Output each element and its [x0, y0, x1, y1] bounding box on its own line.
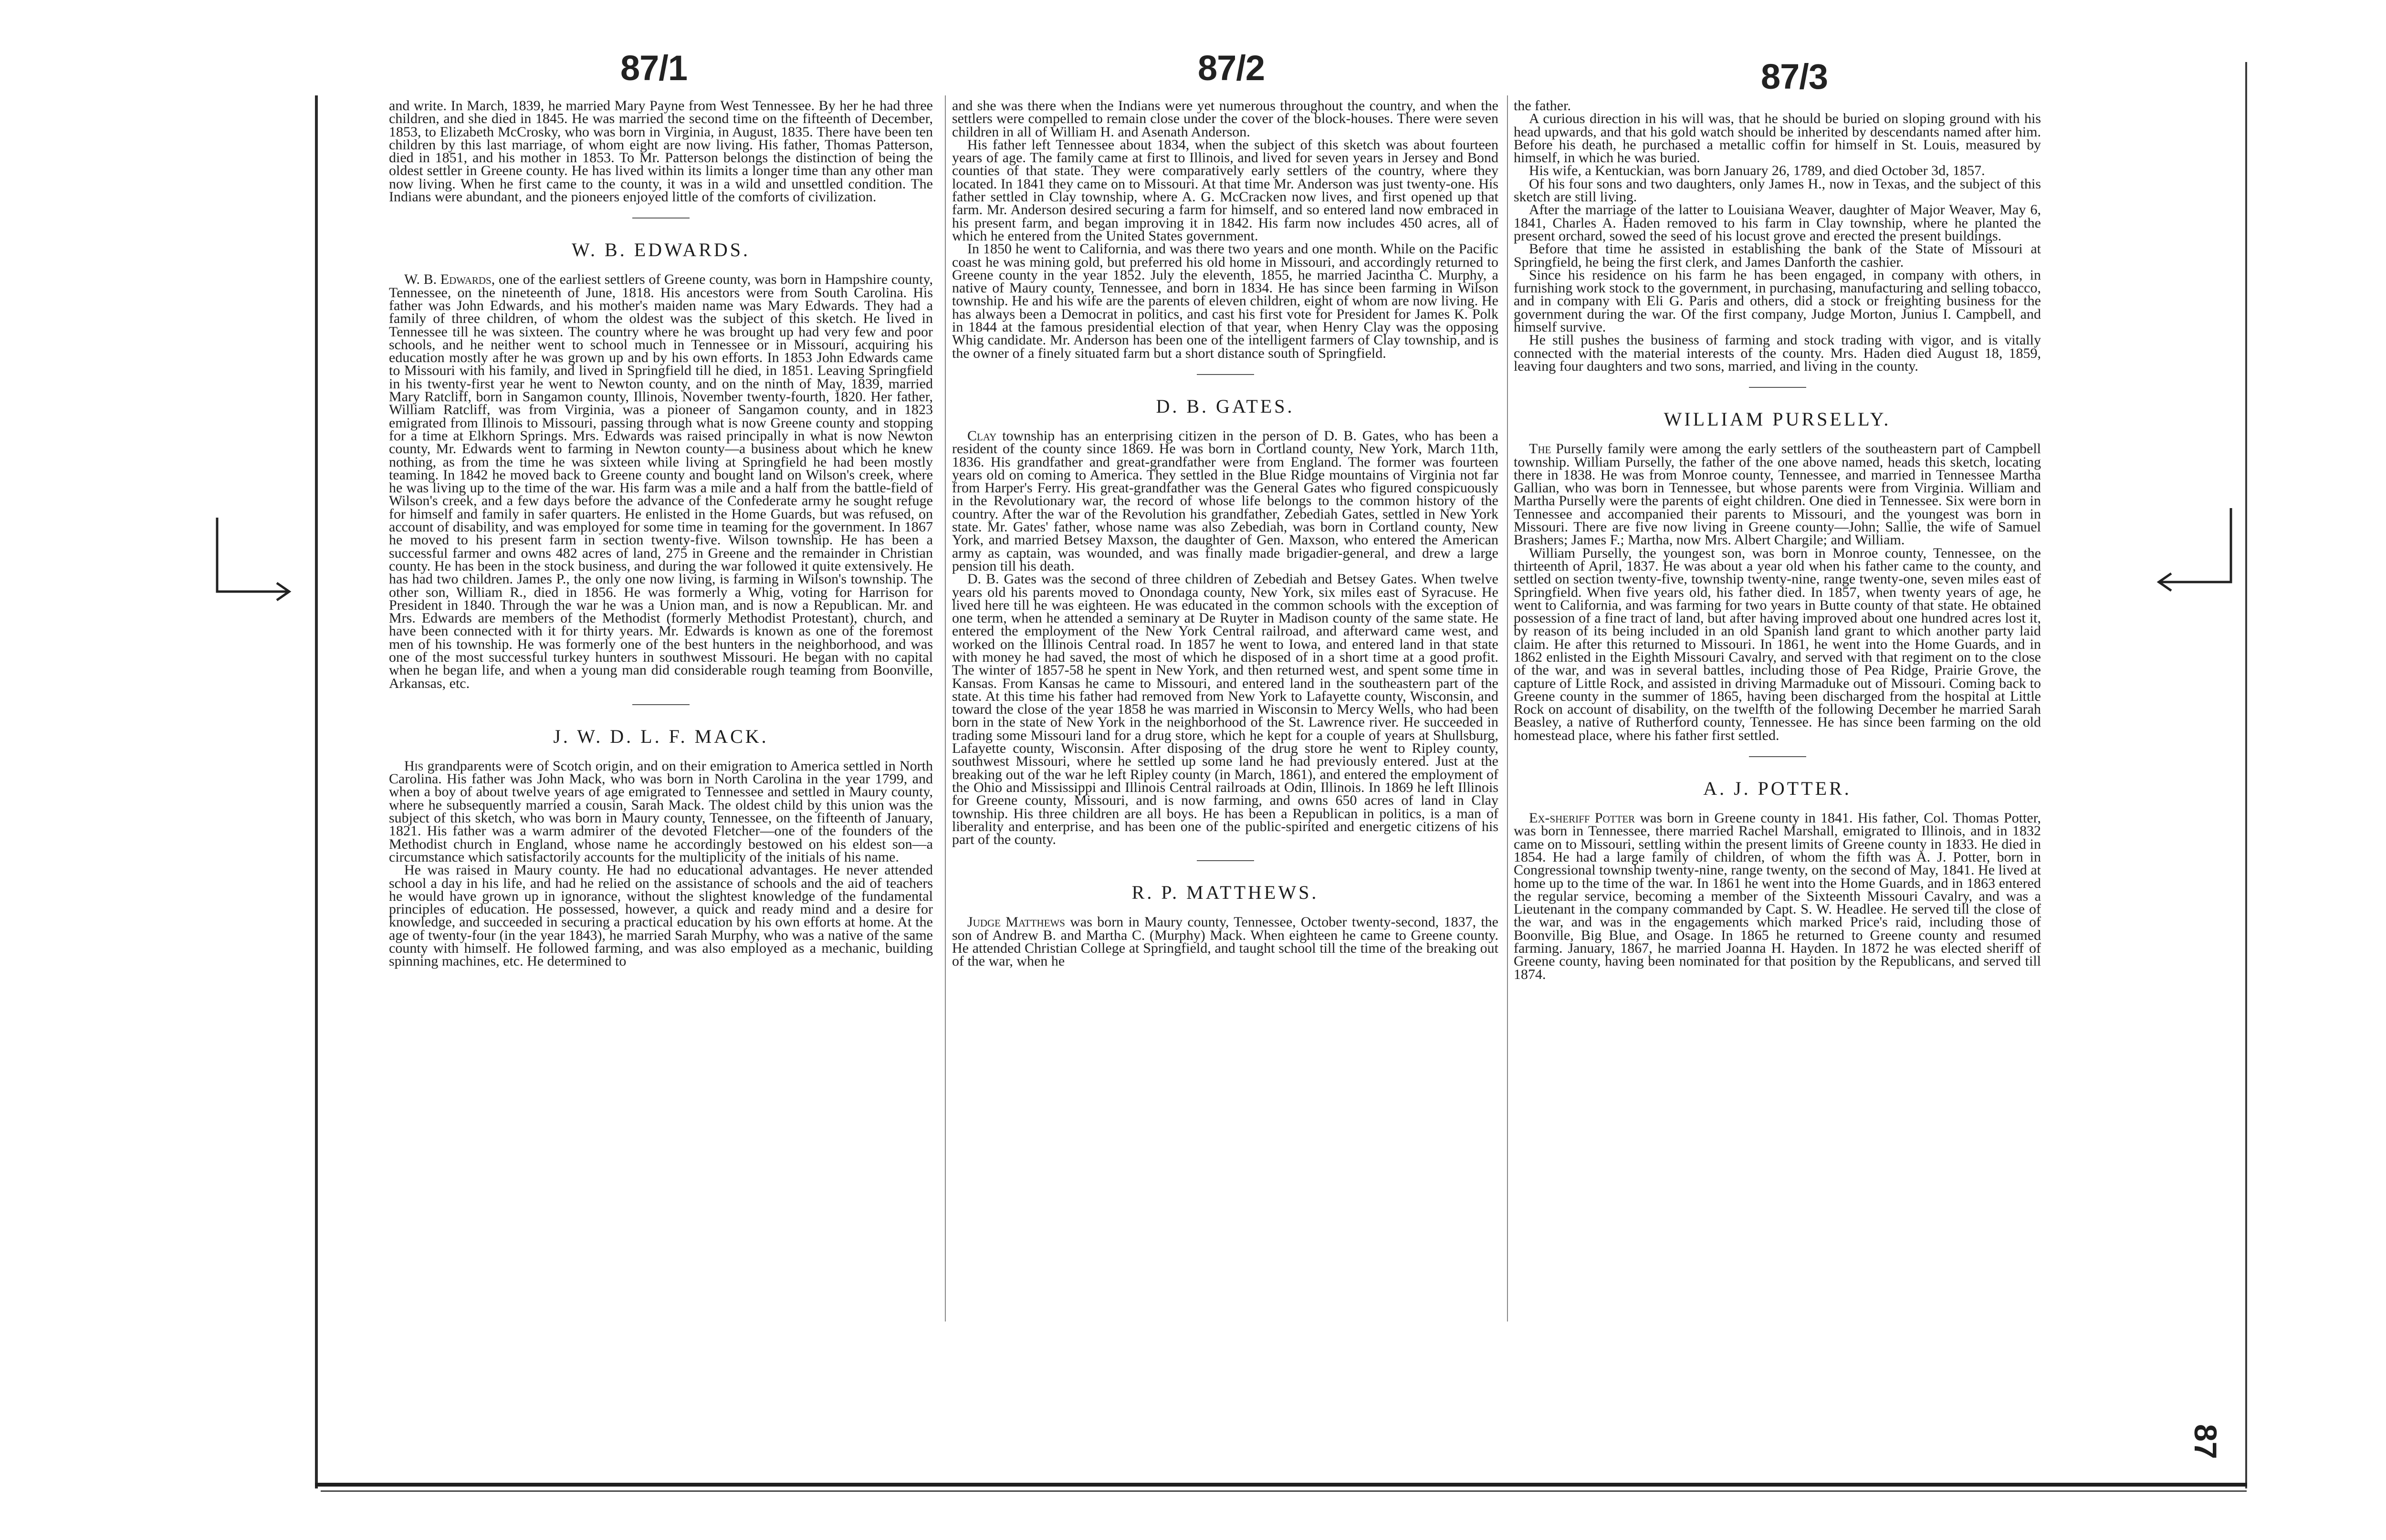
page-border-left [315, 95, 318, 1488]
heading-potter: A. J. POTTER. [1703, 778, 1852, 800]
heading-gates: D. B. GATES. [1156, 395, 1295, 417]
potter-paragraph-1 [1514, 812, 2041, 981]
heading-edwards: W. B. EDWARDS. [571, 239, 751, 261]
right-margin-arrow-icon [2152, 506, 2238, 592]
purselly-lead: The [1529, 441, 1551, 457]
col2-intro-2: His father left Tennessee about 1834, when the subject of this sketch was about fourteen years of age. The family came at first to Illinois, and lived for seven years in Jersey and Bond counties of that state. They were comparatively early settlers of the country, where they located. In 1841 they came on to Missouri. At that time Mr. Anderson was just twenty-one. His father settled in Clay township, where A. G. McCracken now lives, and first opened up that farm. Mr. Anderson desired securing a farm for himself, and so entered land now embraced in his present farm, and began improving it in 1842. His farm now includes 450 acres, all of which he entered from the United States government. [952, 136, 1498, 244]
purselly-paragraph-1 [1514, 442, 2041, 546]
column-divider-1 [945, 95, 946, 1321]
potter-text-1: was born in Greene county in 1841. His father, Col. Thomas Potter, was born in Tennessee, there married Rachel Marshall, emigrated to Illinois, and in 1832 came on to Missouri, settling within the present limits of Greene county in 1833. He died in 1854. He had a large family of children, of whom the fifth was A. J. Potter, born in Congressional township twenty-nine, range twenty, on the second of May, 1841. He lived at home up to the time of the war. In 1861 he went into the Home Guards, and in 1863 entered the regular service, becoming a member of the Sixteenth Missouri Cavalry, and was a Lieutenant in the company commanded by Capt. S. W. Headlee. He served till the close of the war, and was in the engagements which marked Price's raid, including those of Boonville, Big Blue, and Osage. In 1865 he returned to Greene county and resumed farming. January, 1867, he married Joanna H. Hayden. In 1872 he was elected sheriff of Greene county, having been nominated for that position by the Republicans, and served till 1874. [1514, 810, 2041, 982]
matthews-paragraph-1 [952, 916, 1498, 968]
purselly-paragraph-2: William Purselly, the youngest son, was born in Monroe county, Tennessee, on the thirteenth of April, 1837. He was about a year old when his father came to the county, and settled on section twenty-five, township twenty-nine, range twenty-one, seven miles east of Springfield. When five years old, his father died. In 1857, when twenty years of age, he went to California, and was farming for two years in Butte county of that state. He obtained possession of a fine tract of land, but after having improved about one hundred acres lost it, by reason of its being included in an old Spanish land grant to which another party laid claim. He after this returned to Missouri. In 1861, he went into the Home Guards, and in 1862 enlisted in the Eighth Missouri Cavalry, and served with that regiment on to the close of the war, and was in several battles, including those of Pea Ridge, Prairie Grove, the capture of Little Rock, and assisted in driving Marmaduke out of Missouri. Coming back to Greene county in the summer of 1865, having been discharged from the hospital at Little Rock on account of disability, on the twelfth of the following December he married Sarah Beasley, a native of Rutherford county, Tennessee. He has since been farming on the old homestead place, where his father first settled. [1514, 545, 2041, 743]
page-border-bottom-thin [321, 1490, 2247, 1492]
col3-intro-4: Of his four sons and two daughters, only James H., now in Texas, and the subject of this sketch are still living. [1514, 176, 2041, 205]
gates-lead: Clay [967, 427, 997, 444]
edwards-text-1: one of the earliest settlers of Greene county, was born in Hampshire county, Tennessee, on the nineteenth of June, 1818. His ancestors were from South Carolina. His father was John Edwards, and his mother's maiden name was Mary Edwards. They had a family of three children, of whom the oldest was the subject of this sketch. He lived in Tennessee till he was sixteen. The country where he was brought up had very few and poor schools, and he neither went to school much in Tennessee or in Missouri, acquiring his education mostly after he was grown up and by his own efforts. In 1853 John Edwards came to Missouri with his family, and lived in Springfield till he died, in 1851. Leaving Springfield in his twenty-first year he went to Newton county, and on the ninth of May, 1839, married Mary Ratcliff, born in Sangamon county, Illinois, November twenty-fourth, 1820. Her father, William Ratcliff, was from Virginia, was a pioneer of Sangamon county, and in 1823 emigrated from Illinois to Missouri, passing through what is now Greene county and stopping for a time at Elkhorn Springs. Mrs. Edwards was raised principally in what is now Newton county, Mr. Edwards went to farming in Newton county—a business about which he knew nothing, as from the time he was sixteen while living at Springfield he had been mostly teaming. In 1842 he moved back to Greene county and bought land on Wilson's creek, where he was living up to the time of the war. His farm was a mile and a half from the battle-field of Wilson's creek, and a few days before the advance of the Confederate army he sought refuge for himself and family in safer quarters. He enlisted in the Home Guards, but was refused, on account of disability, and was employed for some time in teaming for the government. In 1867 he moved to his present farm in section twenty-five. Wilson township. He has been a successful farmer and owns 482 acres of land, 275 in Greene and the remainder in Christian county. He has been in the stock business, and during the war followed it quite extensively. He has had two children. James P., the only one now living, is farming in Wilson's township. The other son, William R., died in 1856. He was formerly a Whig, voting for Harrison for President in 1840. Through the war he was a Union man, and is now a Republican. Mr. and Mrs. Edwards are members of the Methodist (formerly Methodist Protestant), church, and have been connected with it for thirty years. Mr. Edwards is known as one of the foremost men of his township. He was formerly one of the best hunters in the neighborhood, and was one of the most successful turkey hunters in southwest Missouri. He began with no capital when he began life, and when a young man did considerable rough teaming from Boonville, Arkansas, etc. [389, 271, 933, 691]
gates-text-1: township has an enterprising citizen in the person of D. B. Gates, who has been a resident of the county since 1869. He was born in Cortland county, New York, March 11th, 1836. His grandfather and great-grandfather were from England. The former was fourteen years old on coming to America. They settled in the Blue Ridge mountains of Virginia not far from Harper's Ferry. His great-grandfather was the General Gates who figured conspicuously in the Revolutionary war, the record of whose life belongs to the common history of the country. After the war of the Revolution his grandfather, Zebediah Gates, settled in New York state. Mr. Gates' father, whose name was also Zebediah, was born in Cortland county, New York, and married Betsey Maxson, the daughter of Gen. Maxson, who entered the American army as captain, was wounded, and was finally made brigadier-general, and drew a large pension till his death. [952, 427, 1498, 574]
edwards-paragraph-1 [389, 273, 933, 690]
divider [632, 704, 690, 705]
column-3 [1514, 99, 2041, 981]
col2-intro-3: In 1850 he went to California, and was there two years and one month. While on the Pacific coast he was mining gold, but preferred his old home in Missouri, and accordingly returned to Greene county in the year 1852. July the eleventh, 1855, he married Jacintha C. Murphy, a native of Maury county, Tennessee, and born in 1834. He has since been farming in Wilson township. He and his wife are the parents of eleven children, eight of whom are now living. He has always been a Democrat in politics, and cast his first vote for President for James K. Polk in 1844 at the famous presidential election of that year, when Henry Clay was the opposing Whig candidate. Mr. Anderson has been one of the intelligent farmers of Clay township, and is the owner of a finely situated farm but a short distance south of Springfield. [952, 241, 1498, 361]
col1-intro: and write. In March, 1839, he married Mary Payne from West Tennessee. By her he had three children, and she died in 1845. He was married the second time on the fifteenth of December, 1853, to Elizabeth McCrosky, who was born in Virginia, in August, 1835. There have been ten children by this last marriage, of whom eight are now living. His father, Thomas Patterson, died in 1851, and his mother in 1853. To Mr. Patterson belongs the distinction of being the oldest settler in Greene county. He has lived within its limits a longer time than any other man now living. When he first came to the county, it was in a wild and unsettled condition. The Indians were abundant, and the pioneers enjoyed little of the comforts of civilization. [389, 98, 933, 205]
column-label-3: 87/3 [1761, 57, 1828, 96]
left-margin-arrow-icon [210, 515, 296, 601]
mack-text-1: grandparents were of Scotch origin, and on their emigration to America settled in North Carolina. His father was John Mack, who was born in North Carolina in the year 1799, and when a boy of about twelve years of age emigrated to Tennessee and settled in Maury county, where he subsequently married a cousin, Sarah Mack. The oldest child by this union was the subject of this sketch, who was born in Maury county, Tennessee, on the fifteenth of January, 1821. His father was a warm admirer of the devoted Fletcher—one of the founders of the Methodist church in England, whose name he accordingly bestowed on his eldest son—a circumstance which satisfactorily accounts for the multiplicity of the initials of his name. [389, 758, 933, 865]
heading-purselly: WILLIAM PURSELLY. [1664, 408, 1891, 430]
column-label-2: 87/2 [1198, 48, 1265, 88]
mack-paragraph-2: He was raised in Maury county. He had no educational advantages. He never attended school a day in his life, and had he relied on the assistance of schools and the aid of teachers he would have grown up in ignorance, without the slightest knowledge of the fundamental principles of education. He possessed, however, a quick and ready mind and a desire for knowledge, and succeeded in securing a practical education by his own efforts at home. At the age of twenty-four (in the year 1843), he married Sarah Murphy, who was a native of the same county with himself. He followed farming, and was also employed as a mechanic, building spinning machines, etc. He determined to [389, 862, 933, 969]
divider [632, 218, 690, 219]
matthews-text-1: was born in Maury county, Tennessee, October twenty-second, 1837, the son of Andrew B. and Martha C. (Murphy) Mack. When eighteen he came to Greene county. He attended Christian College at Springfield, and taught school till the time of the breaking out of the war, when he [952, 914, 1499, 969]
column-1 [389, 99, 933, 968]
mack-paragraph-1 [389, 760, 933, 864]
page-number: 87 [2188, 1424, 2223, 1459]
col3-intro: the father. [1514, 98, 1571, 114]
column-label-1: 87/1 [620, 48, 688, 88]
purselly-text-1: Purselly family were among the early settlers of the southeastern part of Campbell township. William Purselly, the father of the one above named, heads this sketch, locating there in 1838. He was from Monroe county, Tennessee, and married in Tennessee Martha Gallian, who was born in Tennessee, but whose parents were from Virginia. William and Martha Purselly were the parents of eight children. One died in Tennessee. Six were born in Tennessee and accompanied their parents to Missouri, and the youngest was born in Missouri. There are five now living in Greene county—John; Sallie, the wife of Samuel Brashers; James F.; Martha, now Mrs. Albert Chargile; and William. [1514, 441, 2041, 548]
column-2 [952, 99, 1498, 968]
col3-intro-8: He still pushes the business of farming and stock trading with vigor, and is vitally connected with the material interests of the county. Mrs. Haden died August 18, 1859, leaving four daughters and two sons, married, and living in the county. [1514, 332, 2041, 374]
potter-lead: Ex-sheriff Potter [1529, 810, 1635, 826]
col3-intro-7: Since his residence on his farm he has been engaged, in company with others, in furnishing work stock to the government, in purchasing, manufacturing and selling tobacco, and in company with Eli G. Paris and others, did a stock or freighting business for the government during the war. Of the first company, Judge Morton, Junius I. Campbell, and himself survive. [1514, 267, 2041, 335]
page-border-right [2245, 62, 2247, 1488]
divider [1749, 387, 1806, 388]
gates-paragraph-1 [952, 429, 1498, 572]
heading-mack: J. W. D. L. F. MACK. [553, 725, 769, 747]
mack-lead: His [404, 758, 424, 774]
edwards-lead: W. B. Edwards, [404, 271, 495, 288]
col3-intro-2: A curious direction in his will was, that he should be buried on sloping ground with his head upwards, and that his gold watch should be inherited by descendants named after him. Before his death, he purchased a metallic coffin for himself in St. Louis, measured by himself, in which he was buried. [1514, 111, 2041, 166]
gates-paragraph-2: D. B. Gates was the second of three children of Zebediah and Betsey Gates. When twelve years old his parents moved to Onondaga county, New York, six miles east of Syracuse. He lived here till he was eighteen. He was educated in the common schools with the exception of one term, when he attended a seminary at De Ruyter in Madison county of the same state. He entered the employment of the New York Central railroad, and afterward came west, and worked on the Illinois Central road. In 1857 he went to Iowa, and entered land in that state with money he had saved, the most of which he disposed of in a short time at a good profit. The winter of 1857-58 he spent in New York, and then returned west, and spent some time in Kansas. From Kansas he came to Missouri, and entered land in the southeastern part of the state. At this time his father had removed from New York to Lafayette county, Wisconsin, and toward the close of the year 1858 he was married in Wisconsin to Mercy Wells, who had been born in the state of New York in the neighborhood of the St. Lawrence river. He succeeded in trading some Missouri land for a drug store, which he kept for a couple of years at Shullsburg, Lafayette county, Wisconsin. After disposing of the drug store he went to Ripley county, southwest Missouri, where he settled up some land he had previously entered. Just at the breaking out of the war he left Ripley county (in March, 1861), and entered the employment of the Ohio and Mississippi and Illinois Central railroads at Odin, Illinois. In 1869 he left Illinois for Greene county, Missouri, and is now farming, and owns 650 acres of land in Clay township. His three children are all boys. He has been a Republican in politics, is a man of liberality and enterprise, and has been one of the public-spirited and energetic citizens of his part of the county. [952, 571, 1498, 848]
divider [1197, 374, 1254, 375]
divider [1197, 860, 1254, 861]
heading-matthews: R. P. MATTHEWS. [1131, 882, 1319, 904]
divider [1749, 756, 1806, 757]
column-divider-2 [1507, 95, 1508, 1321]
col3-intro-3: His wife, a Kentuckian, was born January 26, 1789, and died October 3d, 1857. [1529, 163, 1985, 179]
col3-intro-5: After the marriage of the latter to Louisiana Weaver, daughter of Major Weaver, May 6, 1841, Charles A. Haden removed to his farm in Clay township, where he planted the present orchard, sowed the seed of his locust grove and erected the present buildings. [1514, 202, 2041, 244]
col3-intro-6: Before that time he assisted in establishing the bank of the State of Missouri at Springfield, he being the first clerk, and James Danforth the cashier. [1514, 241, 2041, 270]
col2-intro: and she was there when the Indians were yet numerous throughout the country, and when the settlers were compelled to remain close under the cover of the block-houses. There were seven children in all of William H. and Asenath Anderson. [952, 98, 1498, 140]
matthews-lead: Judge Matthews [967, 914, 1065, 930]
page-border-bottom [315, 1483, 2247, 1487]
